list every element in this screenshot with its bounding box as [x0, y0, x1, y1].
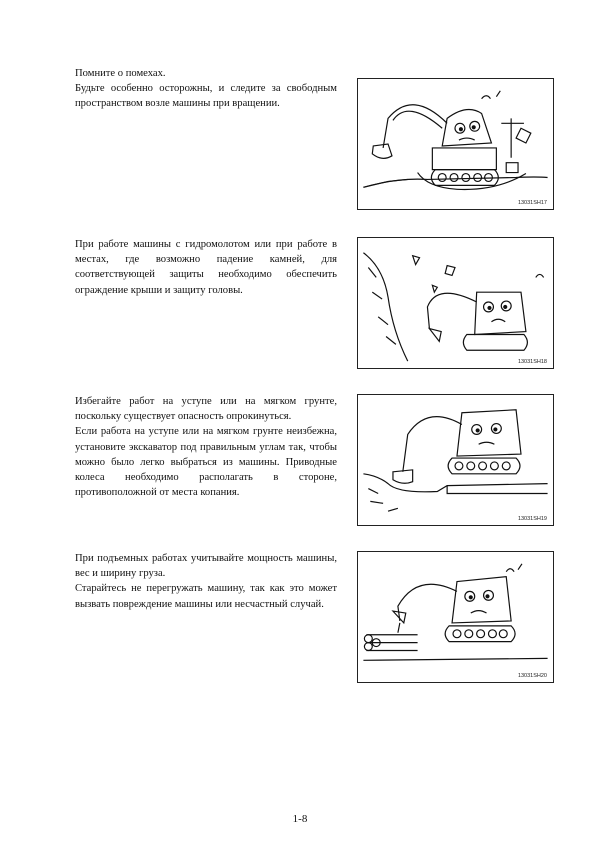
lifting-load-illustration [358, 552, 553, 682]
section-4-paragraph-2: Старайтесь не перегружать машину, так как это может вызвать повреждение машины или несчастный случай. [75, 583, 337, 610]
page-number: 1-8 [292, 813, 308, 825]
figure-3-code: 13031SH19 [517, 516, 547, 522]
section-3-paragraph-2: Если работа на уступе или на мягком грунте неизбежна, установите экскаватор под правильным углам так, чтобы можно было легко выбраться из машины. Приводные колеса необходимо располагать в стороне, противоположной от места копания. [75, 426, 337, 499]
figure-3-ledge-soft-ground [357, 394, 554, 526]
figure-1-excavator-swing [357, 78, 554, 210]
excavator-swing-illustration [358, 79, 553, 209]
section-1-text [75, 66, 337, 112]
section-1-paragraph-1: Помните о помехах. [75, 68, 166, 79]
figure-2-falling-rocks [357, 237, 554, 369]
section-1-paragraph-2: Будьте особенно осторожны, и следите за свободным пространством возле машины при вращении. [75, 83, 337, 110]
section-4-paragraph-1: При подъемных работах учитывайте мощность машины, вес и ширину груза. [75, 553, 337, 580]
section-4-text [75, 551, 337, 612]
figure-4-code: 13031SH20 [517, 673, 547, 679]
section-2-text [75, 237, 337, 298]
figure-4-lifting-load [357, 551, 554, 683]
section-2-paragraph-1: При работе машины с гидромолотом или при работе в местах, где возможно падение камней, для соответствующей защиты необходимо обеспечить ограждение крыши и защиту головы. [75, 239, 337, 296]
section-3-paragraph-1: Избегайте работ на уступе или на мягком грунте, поскольку существует опасность опрокинуться. [75, 396, 337, 423]
falling-rocks-illustration [358, 238, 553, 368]
section-3-text [75, 394, 337, 500]
figure-1-code: 13031SH17 [517, 200, 547, 206]
ledge-soft-ground-illustration [358, 395, 553, 525]
figure-2-code: 13031SH18 [517, 359, 547, 365]
